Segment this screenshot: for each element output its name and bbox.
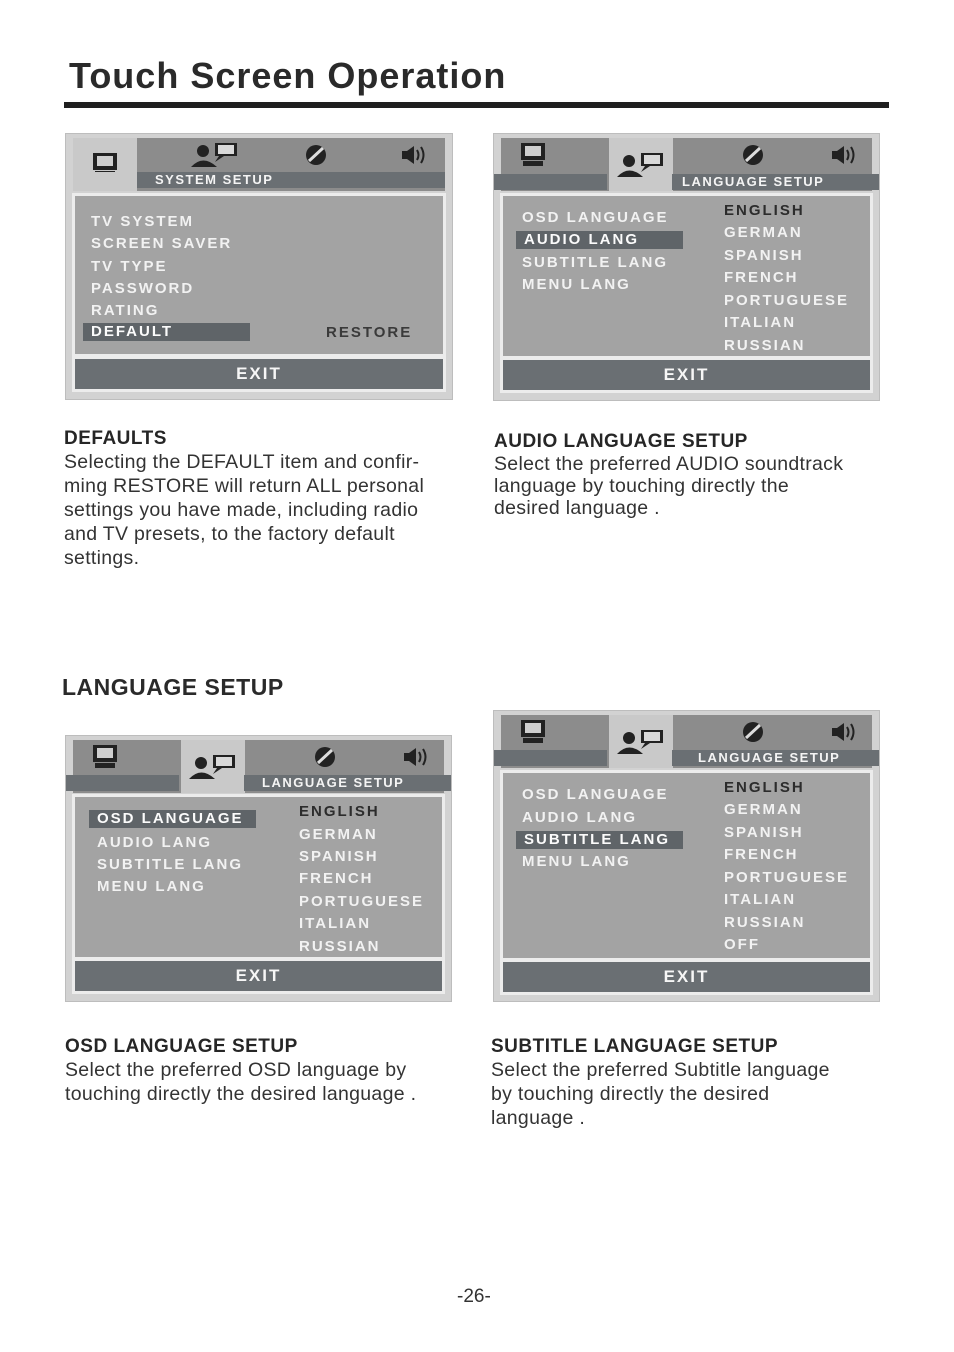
page-title: Touch Screen Operation: [69, 55, 507, 96]
tab-language[interactable]: [183, 138, 247, 172]
option-italian[interactable]: ITALIAN: [724, 891, 797, 908]
option-russian[interactable]: RUSSIAN: [724, 914, 806, 931]
option-spanish[interactable]: SPANISH: [724, 247, 804, 264]
tab-video[interactable]: [728, 138, 778, 172]
option-french[interactable]: FRENCH: [724, 269, 799, 286]
language-setup-bar-left: [494, 174, 607, 190]
person-speech-icon: [187, 754, 239, 780]
tab-video[interactable]: [291, 138, 341, 172]
language-setup-panel: [500, 193, 873, 359]
audio-heading: AUDIO LANGUAGE SETUP: [494, 431, 748, 452]
page-number: -26-: [457, 1286, 491, 1307]
subtitle-line: Select the preferred Subtitle language: [491, 1059, 830, 1081]
menu-item-tv-type[interactable]: TV TYPE: [91, 258, 168, 275]
option-restore[interactable]: RESTORE: [326, 324, 413, 341]
video-icon: [741, 720, 765, 744]
tab-language[interactable]: [181, 740, 245, 793]
defaults-heading: DEFAULTS: [64, 428, 167, 449]
osd-language-description: [65, 1036, 485, 1106]
option-english[interactable]: ENGLISH: [299, 803, 380, 820]
menu-item-password[interactable]: PASSWORD: [91, 280, 195, 297]
menu-item-osd-language[interactable]: OSD LANGUAGE: [89, 810, 256, 828]
tab-language[interactable]: [609, 715, 673, 768]
tab-language[interactable]: [609, 138, 673, 191]
tab-audio[interactable]: [819, 715, 869, 749]
menu-item-audio-lang[interactable]: AUDIO LANG: [522, 809, 637, 826]
tab-system[interactable]: [501, 715, 565, 749]
language-setup-bar-left: [66, 775, 179, 791]
audio-line: desired language .: [494, 497, 660, 519]
section-heading: LANGUAGE SETUP: [62, 674, 284, 700]
language-setup-panel: [500, 770, 873, 961]
subtitle-language-description: [491, 1036, 911, 1130]
menu-item-osd-language[interactable]: OSD LANGUAGE: [522, 786, 669, 803]
title-divider: [64, 102, 889, 108]
option-french[interactable]: FRENCH: [724, 846, 799, 863]
menu-item-menu-lang[interactable]: MENU LANG: [522, 276, 631, 293]
language-setup-bar: [672, 174, 879, 190]
language-setup-bar: [244, 775, 451, 791]
system-setup-screen: [65, 133, 453, 400]
language-setup-bar-label: LANGUAGE SETUP: [262, 775, 405, 790]
defaults-line: Selecting the DEFAULT item and confir-: [64, 451, 420, 473]
osd-line: Select the preferred OSD language by: [65, 1059, 407, 1081]
menu-item-subtitle-lang[interactable]: SUBTITLE LANG: [97, 856, 243, 873]
tab-audio[interactable]: [389, 138, 439, 172]
language-setup-bar-left: [494, 750, 607, 766]
active-tab-notch: [73, 172, 137, 188]
audio-language-description: [494, 431, 914, 519]
speaker-icon: [402, 746, 430, 768]
menu-item-osd-language[interactable]: OSD LANGUAGE: [522, 209, 669, 226]
option-portuguese[interactable]: PORTUGUESE: [724, 869, 850, 886]
system-setup-panel: [72, 193, 446, 357]
option-portuguese[interactable]: PORTUGUESE: [724, 292, 850, 309]
menu-item-subtitle-lang[interactable]: SUBTITLE LANG: [516, 831, 683, 849]
speaker-icon: [400, 144, 428, 166]
tab-video[interactable]: [300, 740, 350, 774]
audio-language-screen: [493, 133, 880, 401]
menu-item-subtitle-lang[interactable]: SUBTITLE LANG: [522, 254, 668, 271]
option-german[interactable]: GERMAN: [724, 224, 803, 241]
language-setup-bar-label: LANGUAGE SETUP: [682, 174, 825, 189]
exit-button[interactable]: EXIT: [500, 959, 873, 995]
subtitle-line: by touching directly the desired: [491, 1083, 770, 1105]
option-russian[interactable]: RUSSIAN: [299, 938, 381, 955]
tab-system[interactable]: [73, 740, 137, 774]
option-german[interactable]: GERMAN: [724, 801, 803, 818]
option-portuguese[interactable]: PORTUGUESE: [299, 893, 425, 910]
subtitle-language-screen: [493, 710, 880, 1002]
menu-item-rating[interactable]: RATING: [91, 302, 160, 319]
option-russian[interactable]: RUSSIAN: [724, 337, 806, 354]
speaker-icon: [830, 144, 858, 166]
menu-item-audio-lang[interactable]: AUDIO LANG: [97, 834, 212, 851]
option-french[interactable]: FRENCH: [299, 870, 374, 887]
option-off[interactable]: OFF: [724, 936, 760, 953]
menu-item-default[interactable]: DEFAULT: [83, 323, 250, 341]
person-speech-icon: [615, 729, 667, 755]
defaults-line: and TV presets, to the factory default: [64, 523, 395, 545]
monitor-icon: [518, 719, 548, 745]
subtitle-line: language .: [491, 1107, 586, 1129]
osd-language-screen: [65, 735, 452, 1002]
exit-button[interactable]: EXIT: [500, 357, 873, 393]
option-italian[interactable]: ITALIAN: [724, 314, 797, 331]
option-german[interactable]: GERMAN: [299, 826, 378, 843]
menu-item-audio-lang[interactable]: AUDIO LANG: [516, 231, 683, 249]
defaults-line: ming RESTORE will return ALL personal: [64, 475, 425, 497]
option-italian[interactable]: ITALIAN: [299, 915, 372, 932]
tab-audio[interactable]: [391, 740, 441, 774]
menu-item-menu-lang[interactable]: MENU LANG: [522, 853, 631, 870]
language-setup-panel: [72, 794, 445, 960]
exit-button[interactable]: EXIT: [72, 958, 445, 994]
menu-item-tv-system[interactable]: TV SYSTEM: [91, 213, 195, 230]
option-spanish[interactable]: SPANISH: [724, 824, 804, 841]
video-icon: [304, 143, 328, 167]
audio-line: Select the preferred AUDIO soundtrack: [494, 453, 844, 475]
monitor-icon: [518, 142, 548, 168]
tab-video[interactable]: [728, 715, 778, 749]
option-english[interactable]: ENGLISH: [724, 779, 805, 796]
language-setup-bar: [672, 750, 879, 766]
option-english[interactable]: ENGLISH: [724, 202, 805, 219]
defaults-description: [64, 428, 484, 570]
osd-line: touching directly the desired language .: [65, 1083, 417, 1105]
defaults-line: settings.: [64, 547, 140, 569]
person-speech-icon: [189, 142, 241, 168]
tab-audio[interactable]: [819, 138, 869, 172]
language-setup-bar-label: LANGUAGE SETUP: [698, 750, 841, 765]
exit-button[interactable]: EXIT: [72, 356, 446, 392]
osd-heading: OSD LANGUAGE SETUP: [65, 1036, 298, 1057]
defaults-line: settings you have made, including radio: [64, 499, 419, 521]
video-icon: [313, 745, 337, 769]
subtitle-heading: SUBTITLE LANGUAGE SETUP: [491, 1036, 779, 1057]
speaker-icon: [830, 721, 858, 743]
video-icon: [741, 143, 765, 167]
option-spanish[interactable]: SPANISH: [299, 848, 379, 865]
tab-system[interactable]: [501, 138, 565, 172]
menu-item-screen-saver[interactable]: SCREEN SAVER: [91, 235, 233, 252]
person-speech-icon: [615, 152, 667, 178]
monitor-icon: [90, 744, 120, 770]
menu-item-menu-lang[interactable]: MENU LANG: [97, 878, 206, 895]
audio-line: language by touching directly the: [494, 475, 790, 497]
system-setup-bar-label: SYSTEM SETUP: [155, 172, 274, 187]
